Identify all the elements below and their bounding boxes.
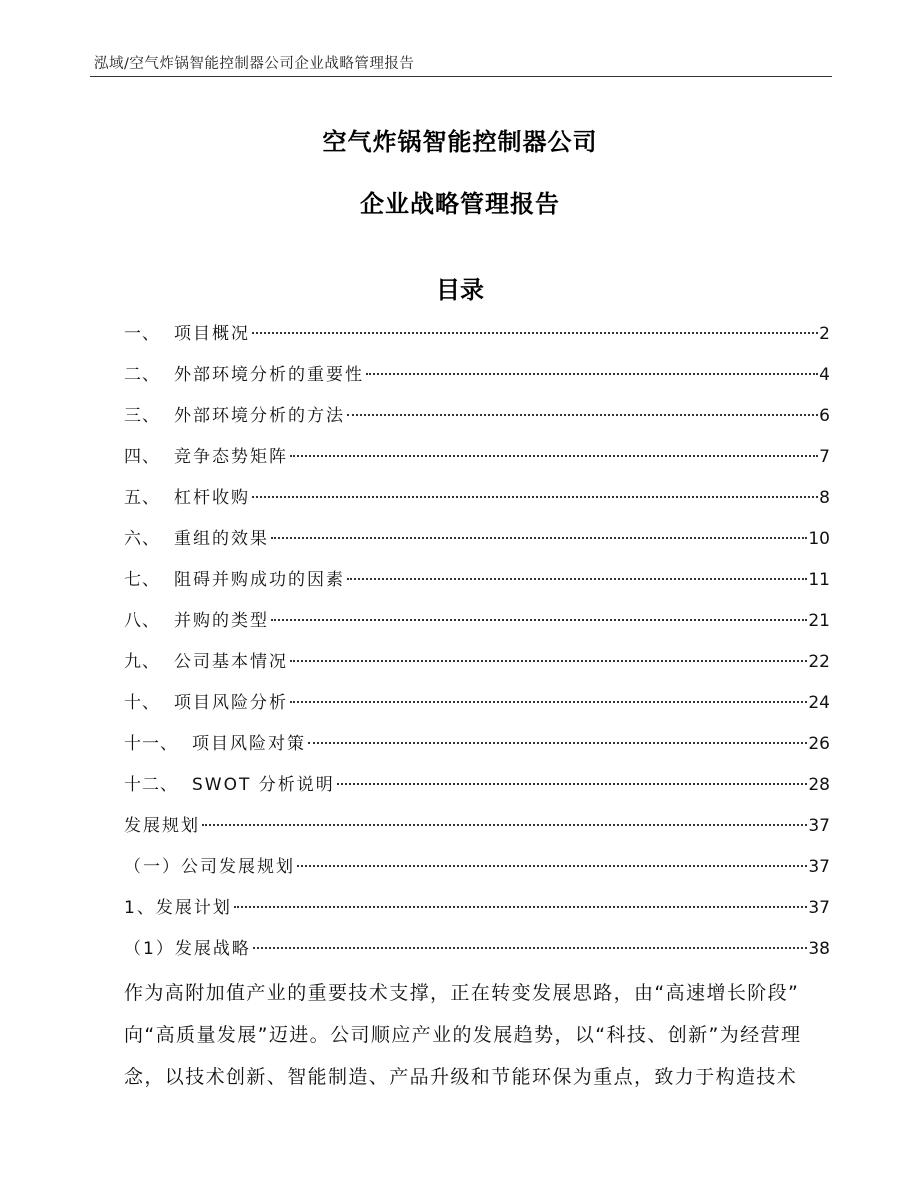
toc-leader-dots [347,578,807,580]
toc-entry-page: 26 [808,734,830,754]
toc-leader-dots [366,373,818,375]
toc-entry-label: SWOT 分析说明 [192,775,335,795]
toc-entry-page: 4 [819,365,830,385]
toc-leader-dots [308,742,807,744]
toc-entry-number: 二、 [124,365,160,385]
toc-leader-dots [252,332,818,334]
toc-entry[interactable] [124,442,830,483]
toc-entry-page: 8 [819,488,830,508]
toc-leader-dots [337,783,808,785]
toc-entry-number: 六、 [124,529,160,549]
toc-entry-number: 一、 [124,324,160,344]
document-title-line2: 企业战略管理报告 [360,190,560,218]
toc-leader-dots [202,824,807,826]
toc-entry[interactable] [124,319,830,360]
toc-entry-label: 并购的类型 [174,611,269,631]
toc-entry[interactable] [124,729,830,770]
toc-entry-page: 37 [808,857,830,877]
toc-entry[interactable] [124,893,830,934]
toc-entry[interactable] [124,770,830,811]
toc-entry-label: 阻碍并购成功的因素 [174,570,345,590]
toc-heading: 目录 [436,276,484,304]
toc-entry-label: 公司基本情况 [174,652,288,672]
toc-entry-page: 24 [808,693,830,713]
toc-entry-number: 十一、 [124,734,178,754]
toc-leader-dots [253,947,808,949]
toc-entry-label: （1）发展战略 [124,939,251,959]
toc-entry[interactable] [124,483,830,524]
toc-entry-number: 十、 [124,693,160,713]
toc-entry-label: 项目风险对策 [192,734,306,754]
document-title-line1: 空气炸锅智能控制器公司 [322,128,598,156]
toc-entry[interactable] [124,811,830,852]
toc-entry-page: 22 [808,652,830,672]
toc-entry[interactable] [124,852,830,893]
toc-leader-dots [290,455,818,457]
toc-leader-dots [271,537,807,539]
toc-entry-number: 三、 [124,406,160,426]
header-divider [90,76,832,77]
toc-leader-dots [290,660,807,662]
toc-entry-label: 项目风险分析 [174,693,288,713]
toc-entry-number: 八、 [124,611,160,631]
toc-entry-label: 1、发展计划 [124,898,232,918]
toc-entry[interactable] [124,606,830,647]
toc-entry-page: 28 [808,775,830,795]
toc-entry-page: 7 [819,447,830,467]
toc-entry[interactable] [124,688,830,729]
toc-entry-page: 38 [808,939,830,959]
toc-entry-page: 2 [819,324,830,344]
toc-entry-number: 九、 [124,652,160,672]
body-line: 向“高质量发展”迈进。公司顺应产业的发展趋势，以“科技、创新”为经营理 [124,1024,802,1046]
toc-entry-number: 五、 [124,488,160,508]
toc-leader-dots [252,496,818,498]
toc-entry-page: 37 [808,816,830,836]
toc-entry-label: 外部环境分析的方法 [174,406,345,426]
toc-leader-dots [234,906,808,908]
body-line: 念，以技术创新、智能制造、产品升级和节能环保为重点，致力于构造技术 [124,1066,798,1088]
toc-entry-number: 四、 [124,447,160,467]
toc-entry-label: 竞争态势矩阵 [174,447,288,467]
toc-leader-dots [290,701,807,703]
toc-entry-number: 七、 [124,570,160,590]
toc-entry-page: 37 [808,898,830,918]
toc-entry-page: 6 [819,406,830,426]
toc-entry-number: 十二、 [124,775,178,795]
toc-entry-label: 发展规划 [124,816,200,836]
toc-entry-page: 21 [808,611,830,631]
toc-entry-label: 杠杆收购 [174,488,250,508]
toc-entry-label: （一）公司发展规划 [124,857,295,877]
toc-entry[interactable] [124,524,830,565]
table-of-contents [124,319,830,975]
toc-entry-label: 项目概况 [174,324,250,344]
toc-entry[interactable] [124,934,830,975]
toc-leader-dots [347,414,818,416]
toc-entry-label: 重组的效果 [174,529,269,549]
toc-entry-page: 11 [808,570,830,590]
toc-entry[interactable] [124,401,830,442]
toc-leader-dots [271,619,807,621]
toc-entry[interactable] [124,565,830,606]
running-header: 泓域/空气炸锅智能控制器公司企业战略管理报告 [94,56,415,72]
toc-entry-page: 10 [808,529,830,549]
toc-leader-dots [297,865,807,867]
toc-entry[interactable] [124,360,830,401]
body-line: 作为高附加值产业的重要技术支撑，正在转变发展思路，由“高速增长阶段” [124,982,800,1004]
toc-entry-label: 外部环境分析的重要性 [174,365,364,385]
toc-entry[interactable] [124,647,830,688]
body-paragraph [124,972,830,1098]
